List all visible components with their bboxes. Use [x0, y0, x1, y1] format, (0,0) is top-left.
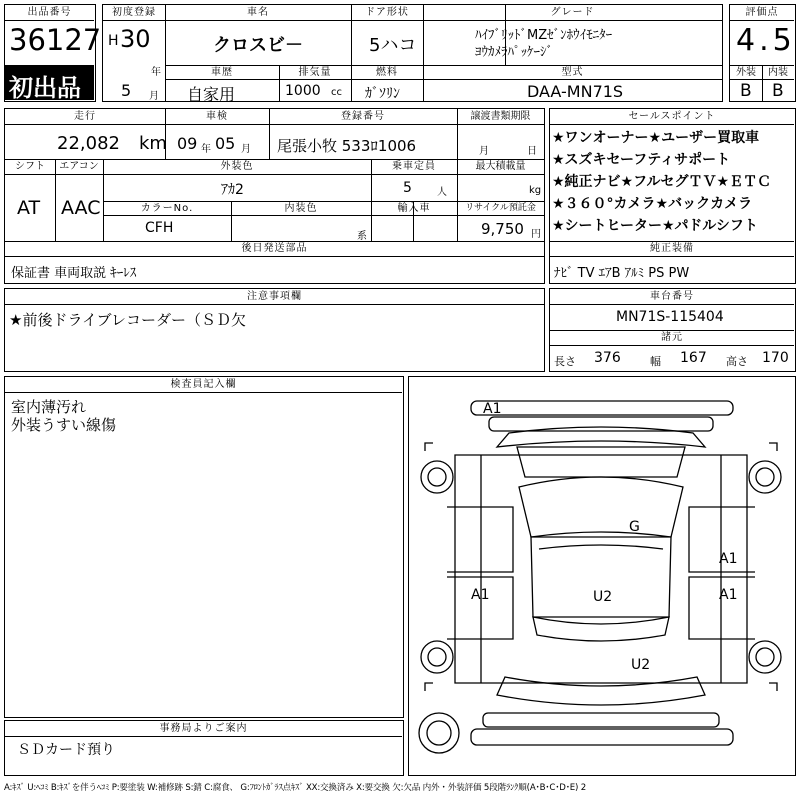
color-no-label: カラーNo. [140, 203, 194, 214]
registration-month: 5 [121, 81, 132, 100]
selling-point-3: ★純正ナビ★フルセグＴＶ★ＥＴＣ [552, 174, 772, 190]
capacity-label: 乗車定員 [392, 161, 436, 172]
length-label: 長さ [554, 355, 576, 368]
mileage-label: 走行 [74, 111, 96, 122]
width-value: 167 [680, 350, 707, 366]
spec-box [4, 108, 545, 284]
equipment-label: 純正装備 [650, 243, 694, 254]
displacement-label: 排気量 [298, 67, 332, 78]
width-label: 幅 [650, 355, 661, 368]
aircon-value: AAC [61, 197, 101, 219]
damage-mark-left-rear-door: A1 [471, 587, 490, 603]
car-diagram-box [408, 376, 796, 776]
capacity-unit: 人 [437, 187, 447, 198]
notes-value: ★前後ドライブレコーダー（ＳＤ欠 [9, 311, 246, 329]
selling-points-label: セールスポイント [628, 111, 716, 122]
door-label: ドア形状 [365, 7, 409, 18]
grade-line1: ﾊｲﾌﾞﾘｯﾄﾞMZｾﾞﾝﾎｳｲﾓﾆﾀｰ [475, 28, 613, 43]
score-label: 評価点 [745, 7, 779, 18]
selling-point-1: ★ワンオーナー★ユーザー買取車 [552, 130, 760, 146]
equipment-value: ﾅﾋﾞ TV ｴｱB ｱﾙﾐ PS PW [554, 266, 690, 281]
score-box [729, 4, 796, 102]
color-no-value: CFH [145, 220, 174, 236]
car-diagram [409, 377, 794, 774]
office-value: ＳＤカード預り [17, 742, 115, 758]
era: H [108, 33, 119, 49]
selling-point-5: ★シートヒーター★パドルシフト [552, 218, 758, 234]
interior-grade: B [772, 81, 784, 101]
displacement-unit: cc [331, 87, 342, 98]
notes-box [4, 288, 545, 372]
year-unit: 年 [151, 67, 161, 78]
color-label: 外装色 [220, 161, 254, 172]
inspection-year-unit: 年 [201, 144, 211, 155]
exterior-label: 外装 [736, 67, 756, 78]
legend: A:ｷｽﾞ U:ﾍｺﾐ B:ｷｽﾞを伴うﾍｺﾐ P:要塗装 W:補修跡 S:錆 C:腐食、 G:ﾌﾛﾝﾄｶﾞﾗｽ点ｷｽﾞ XX:交換済み X:要交換 欠:欠品 内外・外装評価 5段階ﾗﾝｸ順(A･B･C･D･E) 2 [4, 783, 586, 793]
plate-value: 尾張小牧 533ﾛ1006 [277, 137, 417, 155]
damage-mark-rear: U2 [631, 657, 651, 673]
lot-label: 出品番号 [27, 7, 72, 18]
length-value: 376 [594, 350, 621, 366]
damage-mark-windshield: G [629, 519, 640, 535]
car-name: クロスビ－ [213, 35, 303, 56]
mileage-value: 22,082 [57, 133, 120, 154]
office-label: 事務局よりご案内 [159, 723, 248, 734]
registration-year: 30 [120, 25, 151, 53]
inspection-year: 09 [177, 134, 198, 153]
door-value: 5ハコ [369, 35, 417, 56]
car-name-label: 車名 [247, 7, 269, 18]
aircon-label: エアコン [59, 161, 99, 172]
registration-label: 初度登録 [112, 7, 156, 18]
chassis-box [549, 288, 796, 372]
interior-color-label: 内装色 [284, 203, 318, 214]
damage-mark-right-rear-door: A1 [719, 587, 738, 603]
month-unit: 月 [149, 91, 159, 102]
shift-value: AT [17, 197, 41, 219]
lot-number: 36127 [9, 23, 102, 57]
history-value: 自家用 [187, 85, 236, 104]
shift-label: シフト [15, 161, 45, 172]
dimensions-label: 諸元 [661, 332, 683, 343]
damage-mark-roof: U2 [593, 589, 613, 605]
inspector-line-2: 外装うすい線傷 [11, 416, 117, 434]
capacity-value: 5 [403, 180, 412, 196]
inspection-label: 車検 [206, 111, 228, 122]
mileage-unit: km [139, 133, 167, 154]
max-load-label: 最大積載量 [475, 161, 526, 172]
header-box [102, 4, 723, 102]
grade-label: グレード [550, 7, 595, 18]
interior-label: 内装 [768, 67, 788, 78]
recycle-value: 9,750 [481, 220, 524, 238]
recycle-label: リサイクル預託金 [465, 203, 536, 213]
height-value: 170 [762, 350, 789, 366]
selling-point-2: ★スズキセーフティサポート [552, 152, 731, 168]
first-listing-text: 初出品 [9, 74, 81, 102]
interior-color-unit: 系 [357, 231, 367, 242]
model-label: 型式 [561, 67, 584, 78]
model-value: DAA-MN71S [527, 82, 624, 101]
score-value: 4.5 [736, 23, 796, 58]
recycle-unit: 円 [531, 229, 541, 240]
height-label: 高さ [726, 355, 748, 368]
displacement-value: 1000 [285, 83, 321, 99]
inspector-box [4, 376, 404, 718]
chassis-value: MN71S-115404 [616, 309, 724, 325]
exterior-grade: B [740, 81, 752, 101]
plate-label: 登録番号 [341, 111, 385, 122]
notes-label: 注意事項欄 [247, 291, 302, 302]
transfer-label: 譲渡書類期限 [470, 111, 531, 122]
damage-mark-front-bumper: A1 [483, 401, 502, 417]
import-label: 輸入車 [397, 203, 431, 214]
color-value: ｱｶ2 [221, 182, 244, 198]
later-parts-value: 保証書 車両取説 ｷｰﾚｽ [11, 266, 137, 281]
selling-points-box [549, 108, 796, 284]
transfer-month-unit: 月 [479, 146, 489, 157]
transfer-day-unit: 日 [527, 146, 537, 157]
inspection-month-unit: 月 [241, 144, 251, 155]
chassis-label: 車台番号 [650, 291, 694, 302]
office-box [4, 720, 404, 776]
fuel-value: ｶﾞｿﾘﾝ [365, 86, 400, 102]
inspection-month: 05 [215, 134, 236, 153]
fuel-label: 燃料 [376, 67, 398, 78]
later-parts-label: 後日発送部品 [241, 243, 308, 254]
inspector-label: 検査員記入欄 [170, 379, 237, 390]
max-load-unit: kg [529, 185, 542, 196]
lot-box [4, 4, 102, 102]
damage-mark-right-front-door: A1 [719, 551, 738, 567]
inspector-line-1: 室内薄汚れ [11, 398, 87, 416]
history-label: 車歴 [211, 67, 233, 78]
selling-point-4: ★３６０°カメラ★バックカメラ [552, 196, 753, 212]
grade-line2: ﾖｳｶﾒﾗﾊﾟｯｹｰｼﾞ [475, 45, 553, 60]
